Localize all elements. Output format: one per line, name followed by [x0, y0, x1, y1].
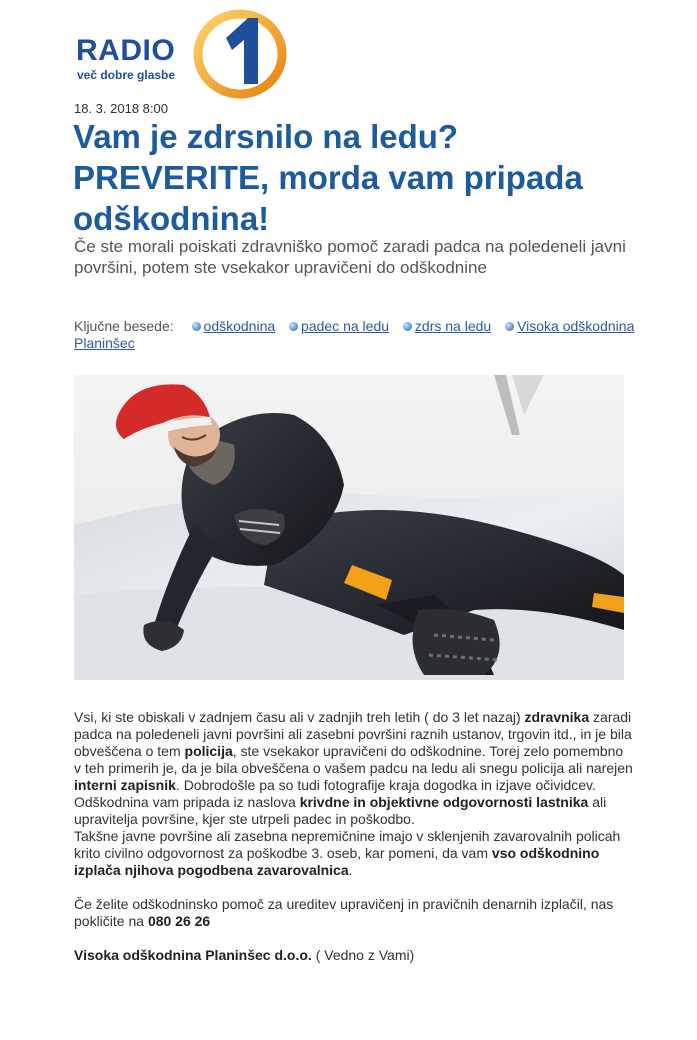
article-date: 18. 3. 2018 8:00: [74, 101, 168, 116]
emphasis-policija: policija: [184, 743, 233, 759]
keyword-bullet-icon: [403, 322, 412, 331]
body-paragraph-2: Odškodnina vam pripada iz naslova krivdne in objektivne odgovornosti lastnika ali upravitelja površine, kjer ste utrpeli padec in poškodbo.: [74, 794, 607, 827]
keyword-bullet-icon: [192, 322, 201, 331]
keyword-link-visoka-odskodnina[interactable]: Visoka odškodnina Planinšec: [74, 318, 635, 351]
body-paragraph-1: Vsi, ki ste obiskali v zadnjem času ali v zadnjih treh letih ( do 3 let nazaj) zdravnika zaradi padca na poledeneli javni površini ali zasebni površini raznih ustanov, trgovin itd., in je bila obveščena o tem policija, ste vsekakor upravičeni do odškodnine. Torej zelo pomembno v teh primerih je, da je bila obveščena o vašem padcu na ledu ali snegu policija ali narejen interni zapisnik. Dobrodošle pa so tudi fotografije kraja dogodka in izjave očividcev.: [74, 709, 633, 793]
emphasis-zavarovalnica: vso odškodnino izplača njihova pogodbena zavarovalnica: [74, 845, 600, 878]
emphasis-interni-zapisnik: interni zapisnik: [74, 777, 176, 793]
company-name: Visoka odškodnina Planinšec d.o.o.: [74, 947, 312, 963]
radio1-logo[interactable]: [74, 4, 294, 100]
body-paragraph-3: Takšne javne površine ali zasebna nepremičnine imajo v sklenjenih zavarovalnih policah krito civilno odgovornost za poškodbe 3. oseb, kar pomeni, da vam vso odškodnino izplača njihova pogodbena zavarovalnica.: [74, 828, 621, 878]
article-photo: [74, 375, 624, 680]
phone-number: 080 26 26: [147, 913, 211, 929]
keyword-link-odskodnina[interactable]: odškodnina: [192, 318, 276, 334]
body-signature: Visoka odškodnina Planinšec d.o.o. ( Vedno z Vami): [74, 947, 415, 963]
emphasis-zdravnika: zdravnika: [524, 709, 590, 725]
keywords-label: Ključne besede:: [74, 318, 174, 334]
logo-tagline: več dobre glasbe: [77, 68, 176, 82]
keyword-bullet-icon: [289, 322, 298, 331]
article-body: [74, 709, 634, 964]
keywords-section: [74, 318, 644, 352]
logo-wordmark: RADIO: [76, 34, 176, 67]
article-lead: Če ste morali poiskati zdravniško pomoč zaradi padca na poledeneli javni površini, potem ste vsekakor upravičeni do odškodnine: [74, 237, 626, 277]
body-paragraph-4: Če želite odškodninsko pomoč za ureditev upravičenj in pravičnih denarnih izplačil, nas pokličite na 080 26 26: [74, 896, 614, 929]
article-title: Vam je zdrsnilo na ledu? PREVERITE, morda vam pripada odškodnina!: [73, 118, 583, 237]
keyword-link-zdrs-na-ledu[interactable]: zdrs na ledu: [403, 318, 491, 334]
keyword-link-padec-na-ledu[interactable]: padec na ledu: [289, 318, 389, 334]
keyword-bullet-icon: [505, 322, 514, 331]
emphasis-odgovornost: krivdne in objektivne odgovornosti lastnika: [299, 794, 589, 810]
logo-numeral-graphic: [186, 4, 294, 100]
